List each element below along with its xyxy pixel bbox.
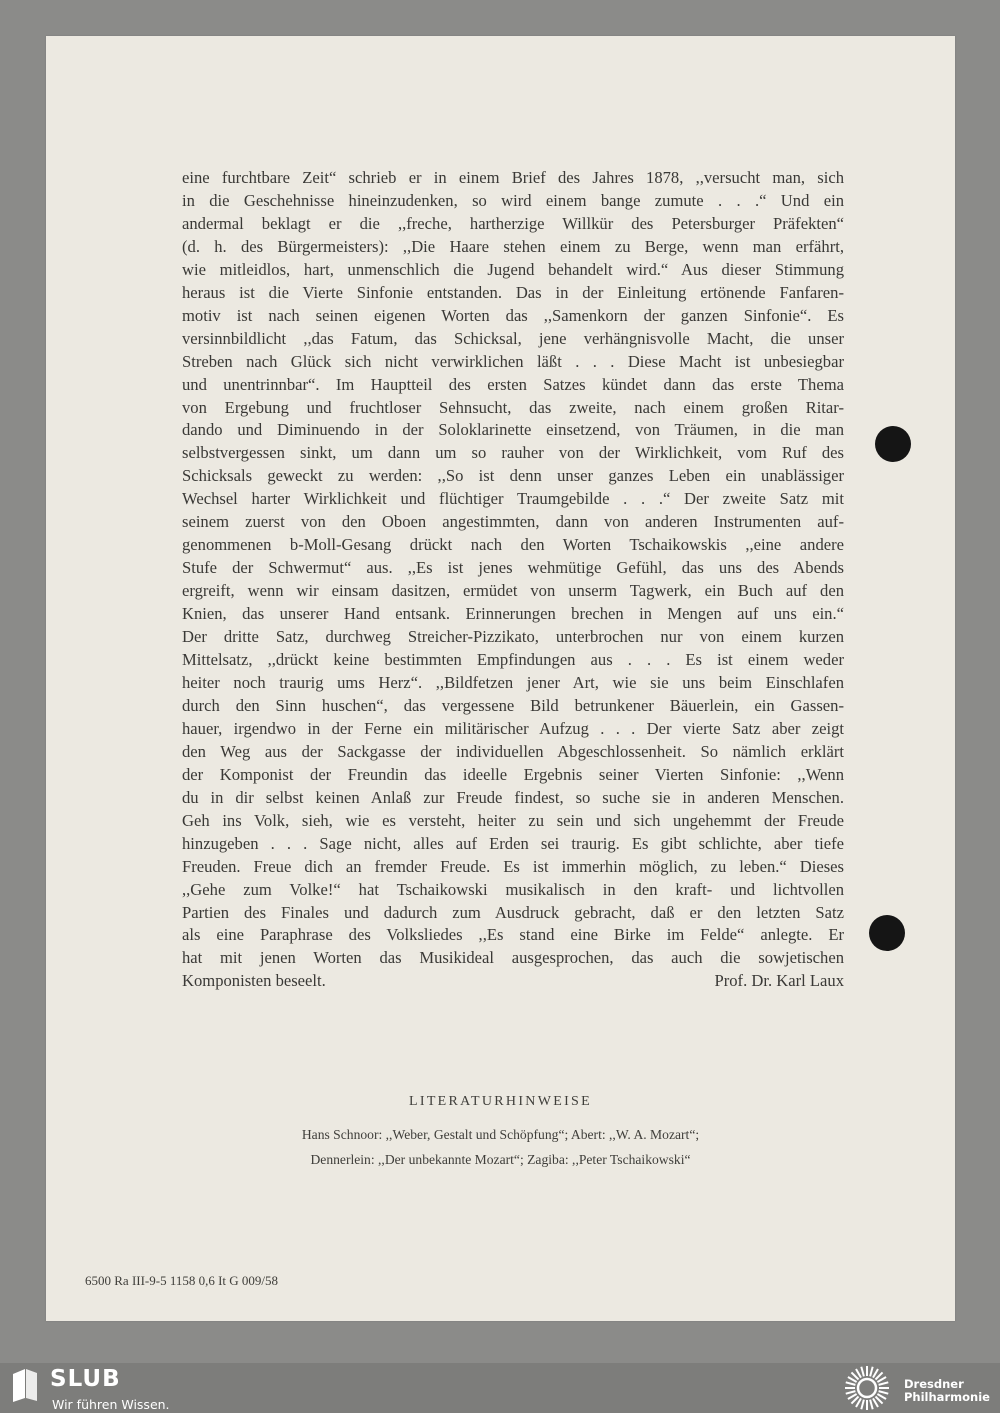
library-logo-name[interactable]: SLUB (50, 1366, 121, 1392)
punch-hole-lower (869, 915, 905, 951)
logo-ray (856, 1369, 861, 1378)
author-signature: Prof. Dr. Karl Laux (714, 971, 844, 991)
logo-ray (851, 1396, 858, 1403)
essay-text-line: selbstvergessen sinkt, um dann um so rauher von der Wirklichkeit, vom Ruf des (182, 443, 844, 463)
essay-text-line: Wechsel harter Wirklichkeit und flüchtiger Traumgebilde . . .“ Der zweite Satz mit (182, 489, 844, 509)
essay-text-line: wie mitleidlos, hart, unmenschlich die Jugend behandelt wird.“ Aus dieser Stimmung (182, 259, 844, 279)
essay-text-line: Schicksals geweckt zu werden: ,,So ist denn unser ganzes Leben ein unablässiger (182, 466, 844, 486)
essay-text-line: versinnbildlicht ,,das Fatum, das Schicksal, jene verhängnisvolle Macht, die unser (182, 328, 844, 348)
logo-ray (846, 1391, 856, 1394)
logo-ray (848, 1394, 857, 1399)
logo-ray (856, 1398, 861, 1407)
essay-text-line: Knien, das unserer Hand entsank. Erinnerungen brechen in Mengen auf uns ein.“ (182, 604, 844, 624)
partner-logo-name[interactable] (904, 1378, 990, 1404)
punch-hole-upper (875, 426, 911, 462)
essay-text-line: als eine Paraphrase des Volksliedes ,,Es stand eine Birke im Felde“ anlegte. Er (182, 925, 844, 945)
essay-text-line: der Komponist der Freundin das ideelle Ergebnis seiner Vierten Sinfonie: ,,Wenn (182, 764, 844, 784)
essay-text-line: heiter noch traurig ums Herz“. ,,Bildfetzen jener Art, wie sie uns beim Einschlafen (182, 672, 844, 692)
partner-name-line1: Dresdner (904, 1377, 964, 1391)
essay-text-line: ,,Gehe zum Volke!“ hat Tschaikowski musikalisch in den kraft- und lichtvollen (182, 879, 844, 899)
sunburst-logo-icon[interactable] (842, 1363, 892, 1413)
essay-text-line: Streben nach Glück sich nicht verwirklichen läßt . . . Diese Macht ist unbesiegbar (182, 351, 844, 371)
reference-line: Dennerlein: ,,Der unbekannte Mozart“; Zagiba: ,,Peter Tschaikowski“ (310, 1152, 691, 1167)
logo-ray (875, 1372, 882, 1379)
logo-ray (877, 1377, 886, 1382)
essay-text-line: hauer, irgendwo in der Ferne ein militärischer Aufzug . . . Der vierte Satz aber zeigt (182, 718, 844, 738)
essay-text-line: Freuden. Freue dich an fremder Freude. Es ist immerhin möglich, zu leben.“ Dieses (182, 856, 844, 876)
references-heading: LITERATURHINWEISE (409, 1094, 592, 1109)
essay-text-line: du in dir selbst keinen Anlaß zur Freude findest, so suche sie in anderen Menschen. (182, 787, 844, 807)
essay-text-line: ergreift, wenn wir einsam dasitzen, ermüdet von unserm Tagwerk, ein Buch auf den (182, 581, 844, 601)
logo-ray (870, 1400, 873, 1410)
essay-closing-line (182, 970, 844, 993)
logo-ray (873, 1398, 878, 1407)
essay-text-line: in die Geschehnisse hineinzudenken, so wird einem bange zumute . . .“ Und ein (182, 190, 844, 210)
essay-text-line: hat mit jenen Worten das Musikideal ausgesprochen, das auch die sowjetischen (182, 948, 844, 968)
logo-ray (879, 1391, 889, 1394)
essay-body-text (182, 167, 844, 993)
essay-text-line: Geh ins Volk, sieh, wie es versteht, heiter zu sein und sich ungehemmt der Freude (182, 810, 844, 830)
logo-ray (870, 1367, 873, 1377)
essay-text-line: hinzugeben . . . Sage nicht, alles auf Erden sei traurig. Es gibt schlichte, aber tiefe (182, 833, 844, 853)
library-tagline: Wir führen Wissen. (52, 1397, 170, 1412)
logo-ray (861, 1367, 864, 1377)
logo-ray (875, 1396, 882, 1403)
reference-line: Hans Schnoor: ,,Weber, Gestalt und Schöpfung“; Abert: ,,W. A. Mozart“; (301, 1127, 700, 1142)
logo-ray (851, 1372, 858, 1379)
essay-text-line: heraus ist die Vierte Sinfonie entstanden. Das in der Einleitung ertönende Fanfaren- (182, 282, 844, 302)
logo-ray (877, 1394, 886, 1399)
essay-text-line: und unentrinnbar“. Im Hauptteil des ersten Satzes kündet dann das erste Thema (182, 374, 844, 394)
partner-name-line2: Philharmonie (904, 1390, 990, 1404)
essay-text-line: andermal beklagt er die ,,freche, hartherzige Willkür des Petersburger Präfekten“ (182, 213, 844, 233)
essay-text-line: von Ergebung und fruchtloser Sehnsucht, das zweite, nach einem großen Ritar- (182, 397, 844, 417)
essay-text-line: eine furchtbare Zeit“ schrieb er in einem Brief des Jahres 1878, ,,versucht man, sich (182, 168, 844, 187)
essay-text-line: Partien des Finales und dadurch zum Ausdruck gebracht, daß er den letzten Satz (182, 902, 844, 922)
print-imprint: 6500 Ra III-9-5 1158 0,6 It G 009/58 (85, 1273, 279, 1288)
essay-text-line: (d. h. des Bürgermeisters): ,,Die Haare stehen einem zu Berge, wenn man erfährt, (182, 236, 844, 256)
essay-text-line: seinem zuerst von den Oboen angestimmten, dann von anderen Instrumenten auf- (182, 512, 844, 532)
essay-text-line: den Weg aus der Sackgasse der individuellen Abgeschlossenheit. So nämlich erklärt (182, 741, 844, 761)
essay-last-line: Komponisten beseelt. (182, 971, 326, 991)
essay-text-line: Stufe der Schwermut“ aus. ,,Es ist jenes wehmütige Gefühl, das uns des Abends (182, 558, 844, 578)
document-page (46, 36, 955, 1321)
essay-text-line: dando und Diminuendo in der Soloklarinette einsetzend, von Träumen, in die man (182, 420, 844, 440)
essay-text-line: Mittelsatz, ,,drückt keine bestimmten Empfindungen aus . . . Es ist einem weder (182, 650, 844, 670)
logo-ray (846, 1382, 856, 1385)
logo-ray (861, 1400, 864, 1410)
logo-ray (848, 1377, 857, 1382)
logo-ray (873, 1369, 878, 1378)
essay-text-line: motiv ist nach seinen eigenen Worten das ,,Samenkorn der ganzen Sinfonie“. Es (182, 305, 844, 325)
essay-text-line: Der dritte Satz, durchweg Streicher-Pizzikato, unterbrochen nur von einem kurzen (182, 627, 844, 647)
essay-text-line: genommenen b-Moll-Gesang drückt nach den Worten Tschaikowskis ,,eine andere (182, 535, 844, 555)
book-icon (10, 1367, 40, 1403)
essay-text-line: durch den Sinn huschen“, das vergessene Bild betrunkener Bäuerlein, ein Gassen- (182, 695, 844, 715)
logo-ray (879, 1382, 889, 1385)
